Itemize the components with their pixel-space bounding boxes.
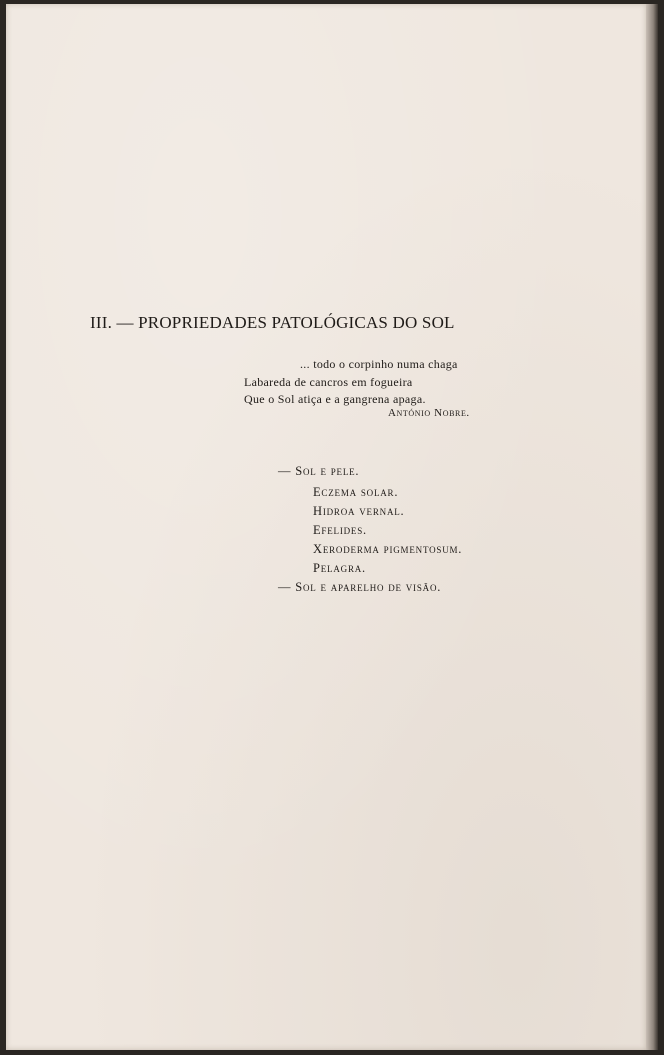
- page-edge: [646, 4, 658, 1050]
- epigraph-line: Que o Sol atiça e a gangrena apaga.: [244, 392, 426, 406]
- chapter-heading: III. — PROPRIEDADES PATOLÓGICAS DO SOL: [90, 313, 455, 332]
- contents-section: — Sol e aparelho de visão.: [278, 580, 442, 594]
- contents-item: Eczema solar.: [313, 485, 399, 499]
- contents-item: Hidroa vernal.: [313, 504, 405, 518]
- contents-item: Efelides.: [313, 523, 367, 537]
- contents-section: — Sol e pele.: [278, 464, 360, 478]
- contents-item: Xeroderma pigmentosum.: [313, 542, 463, 556]
- contents-item: Pelagra.: [313, 561, 366, 575]
- epigraph-line: Labareda de cancros em fogueira: [244, 375, 413, 389]
- epigraph-line: ... todo o corpinho numa chaga: [300, 357, 458, 371]
- epigraph-author: António Nobre.: [388, 407, 470, 419]
